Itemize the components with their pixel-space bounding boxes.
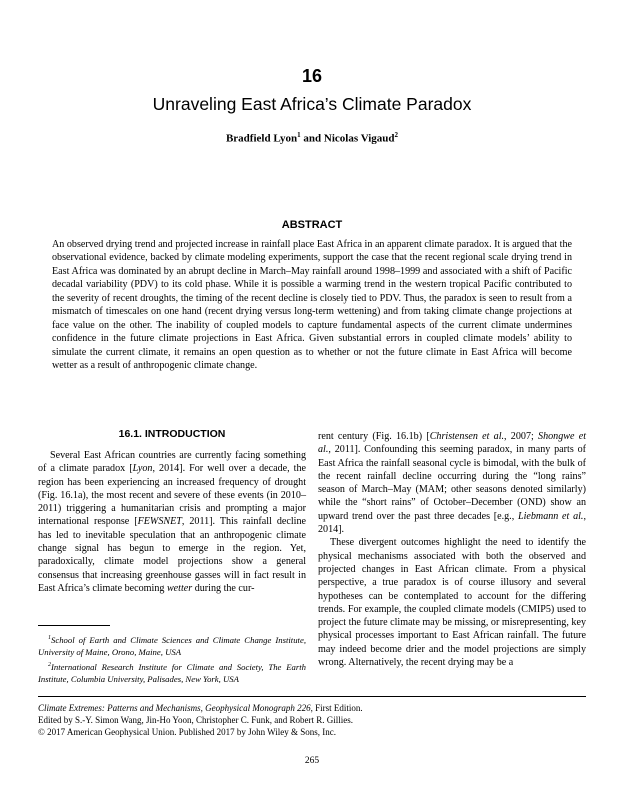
intro-paragraph-2: These divergent outcomes highlight the need to identify the physical mechanisms associated with both the observed and projected changes in East African climate. From a physical perspective, a true paradox is of course illusory and several hypotheses can be contemplated to account for the differing trends. For example, the coupled climate models (CMIP5) used to project the future climate may be missing, or misrepresenting, key physical processes important to East African rainfall. The future may indeed become drier and the model projections are simply wrong. Alternatively, the recent drying may be a	[318, 537, 586, 669]
chapter-title: Unraveling East Africa’s Climate Paradox	[152, 94, 472, 114]
author-line	[0, 131, 624, 145]
book-editors: Edited by S.-Y. Simon Wang, Jin-Ho Yoon, Christopher C. Funk, and Robert R. Gillies.	[38, 715, 353, 725]
left-column	[38, 428, 306, 595]
footnotes	[38, 632, 306, 685]
paragraph-text: , 2011]. Confounding this seeming paradox, in many parts of East Africa the rainfall seasonal cycle is bimodal, with the bulk of the recent rainfall decline occurring during the “long rains” season of March–May (MAM; other seasons denoted similarly) while the “short rains” of October–December (OND) show an upward trend over the past three decades [e.g.,	[318, 444, 586, 522]
citation-text: Liebmann et al.	[517, 510, 584, 522]
paragraph-text: , 2011]. This rainfall decline has led to inevitable speculation that an anthropogenic climate change signal has begun to emerge in the region. Yet, paradoxically, climate model projections show a general consensus that increasing greenhouse gasses will in fact result in East Africa’s climate becoming	[38, 516, 306, 594]
footnote-mark: 2	[48, 661, 51, 668]
citation-text: wetter	[166, 582, 193, 594]
footnote-mark: 1	[48, 635, 51, 641]
intro-paragraph-1	[38, 449, 306, 595]
footnote-text: International Research Institute for Climate and Society, The Earth Institute, Columbia University, Palisades, New York, USA	[38, 661, 306, 684]
page-number: 265	[304, 756, 320, 766]
abstract-heading: ABSTRACT	[281, 219, 343, 231]
footnote-divider	[38, 625, 110, 626]
abstract-text: An observed drying trend and projected increase in rainfall place East Africa in an apparent climate paradox. It is argued that the observational evidence, backed by climate modeling experiments, support the case that the recent regional scale drying trend in East Africa was dominated by an abrupt decline in March–May rainfall around 1998–1999 and associated with a shift of Pacific decadal variability (PDV) to its cold phase. While it is possible a warming trend in the western tropical Pacific contributed to the severity of recent droughts, the timing of the recent decline is closely tied to PDV. Thus, the paradox is seen to result from a mismatch of timescales on one hand (recent drying versus long-term wettening) and from taking climate change projections at face value on the other. The inability of coupled models to capture fundamental aspects of the current climate undermines confidence in the future climate projections in East Africa. Given substantial errors in coupled climate models’ ability to simulate the current climate, it remains an open question as to whether or not the future climate in East Africa will become wetter as a result of anthropogenic climate change.	[52, 239, 572, 372]
citation-text: Christensen et al.	[429, 431, 505, 442]
paragraph-text: , 2014].	[318, 510, 586, 536]
book-info-divider	[38, 696, 586, 697]
author-affiliation-mark: 2	[394, 131, 399, 139]
footnote	[38, 659, 306, 686]
paragraph-text: rent century (Fig. 16.1b) [	[318, 431, 430, 442]
book-edition: , First Edition.	[310, 703, 363, 713]
citation-text: Lyon	[132, 463, 153, 475]
paragraph-text: during the cur-	[192, 582, 255, 594]
citation-text: FEWSNET	[137, 516, 182, 528]
footnote	[38, 632, 306, 659]
book-info	[38, 702, 586, 738]
citation-text: Shongwe et al.	[318, 431, 586, 456]
book-series-line	[38, 702, 586, 714]
paragraph-text: , 2014]. For well over a decade, the region has been experiencing an increased frequency of drought (Fig. 16.1a), the most recent and severe of these events (in 2010–2011) triggering a humanitarian crisis and prompting a major international response [	[38, 463, 306, 528]
author-joiner: and	[300, 132, 324, 145]
footnote-text: School of Earth and Climate Sciences and Climate Change Institute, University of Maine, Orono, Maine, USA	[38, 634, 306, 658]
author-affiliation-mark: 1	[297, 131, 301, 139]
right-column	[318, 430, 586, 669]
section-heading: 16.1. INTRODUCTION	[118, 428, 226, 440]
paragraph-text: Several East African countries are currently facing something of a climate paradox [	[38, 450, 306, 475]
author-name: Nicolas Vigaud	[323, 132, 395, 145]
intro-paragraph-1-continued	[318, 430, 586, 536]
paragraph-text: , 2007;	[504, 431, 539, 442]
book-copyright: © 2017 American Geophysical Union. Published 2017 by John Wiley & Sons, Inc.	[38, 727, 337, 737]
chapter-number: 16	[301, 66, 323, 86]
author-name: Bradfield Lyon	[225, 132, 298, 145]
book-series-title: Climate Extremes: Patterns and Mechanisms, Geophysical Monograph 226	[38, 703, 311, 713]
